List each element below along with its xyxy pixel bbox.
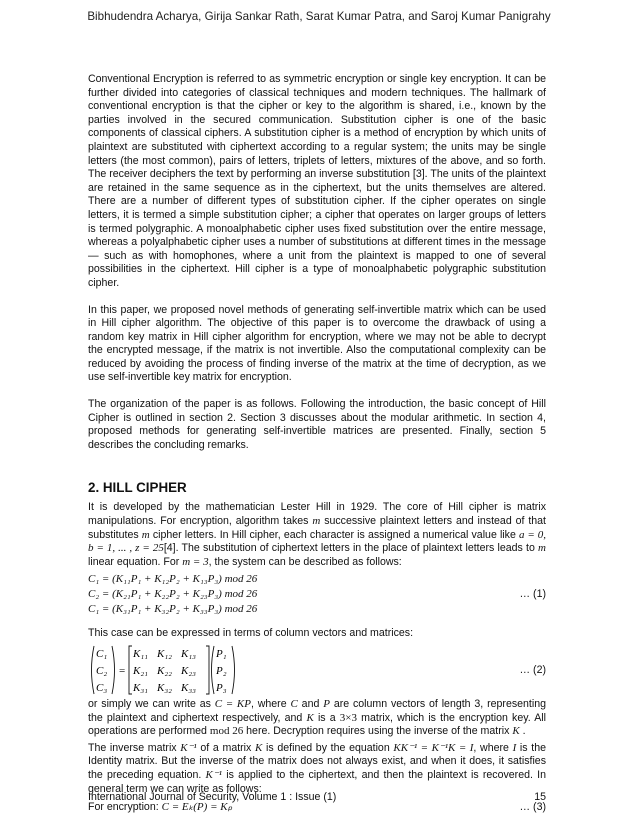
paragraph-proposal: In this paper, we proposed novel methods of generating self-invertible matrix which can be used in Hill cipher algorithm. The objective of this paper is to overcome the drawback of using a random key matrix in Hill cipher algorithm for encryption, where we may not be able to decrypt the encrypted message, if the matrix is not invertible. Also the computational complexity can be reduced by avoiding the process of finding inverse of the matrix at the time of decryption, as we use self-invertible key matrix for encryption.	[88, 303, 546, 384]
section-heading: 2. HILL CIPHER	[88, 480, 187, 496]
paragraph-inverse: The inverse matrix K⁻¹ of a matrix K is defined by the equation KK⁻¹ = K⁻¹K = I, where I is the Identity matrix. But the inverse of the matrix does not always exist, and when it does, it satisfies the preceding equation. K⁻¹ is applied to the ciphertext, and then the plaintext is recovered. In general term we can write as follows:	[88, 741, 546, 795]
k-31: K₃₁	[133, 682, 148, 694]
bracket-right-k	[206, 646, 209, 694]
paragraph-intro: Conventional Encryption is referred to as symmetric encryption or single key encryption. It can be further divided into categories of classical techniques and modern techniques. The hallmark of conventional encryption is that the cipher or key to the algorithm is shared, i.e., known by the parties involved in the secured communication. Substitution cipher is one of the basic components of classical ciphers. A substitution cipher is a method of encryption by which units of plaintext are substituted with ciphertext according to a regular system; the units may be single letters (the most common), pairs of letters, triplets of letters, mixtures of the above, and so forth. The receiver deciphers the text by performing an inverse substitution [3]. The units of the plaintext are retained in the same sequence as in the ciphertext, but the units themselves are altered. There are a number of different types of substitution cipher. If the cipher operates on single letters, it is termed a simple substitution cipher; a cipher that operates on larger groups of letters is termed polygraphic. A monoalphabetic cipher uses fixed substitution over the entire message, whereas a polyalphabetic cipher uses a number of substitutions at different times in the message— such as with homophones, where a unit from the plaintext is mapped to one of several possibilities in the ciphertext. Hill cipher is a type of monoalphabetic polygraphic substitution cipher.	[88, 73, 546, 289]
k-13: K₁₃	[181, 648, 196, 660]
paragraph-matrix-explanation: or simply we can write as C = KP, where C and P are column vectors of length 3, representing the plaintext and ciphertext respectively, and K is a 3×3 matrix, which is the encryption key. All operations are performed mod 26 here. Decryption requires using the inverse of the matrix K .	[88, 698, 547, 738]
p-vector-3: P₃	[216, 682, 227, 694]
k-11: K₁₁	[133, 648, 148, 660]
equation-2: C₂ = (K₂₁P₁ + K₂₂P₂ + K₂₃P₃) mod 26 … (1)	[88, 588, 546, 601]
c-vector-2: C₂	[96, 665, 108, 677]
equation-3: C₁ = (K₃₁P₁ + K₃₂P₂ + K₃₃P₃) mod 26	[88, 603, 258, 616]
paragraph-organization: The organization of the paper is as follows. Following the introduction, the basic concept of Hill Cipher is outlined in section 2. Section 3 discusses about the modular arithmetic. In section 4, proposed methods for generating self-invertible matrices are presented. Finally, section 5 describes the concluding remarks.	[88, 398, 546, 451]
equation-system	[88, 572, 546, 617]
matrix-svg	[88, 644, 238, 696]
k-12: K₁₂	[157, 648, 172, 660]
bracket-left-k	[129, 646, 132, 694]
paren-right-p	[232, 646, 235, 694]
equation-number-3: … (3)	[519, 801, 546, 814]
k-22: K₂₂	[157, 665, 172, 677]
k-23: K₂₃	[181, 665, 196, 677]
running-header: Bibhudendra Acharya, Girija Sankar Rath, Sarat Kumar Patra, and Saroj Kumar Panigrahy	[87, 10, 551, 23]
paren-left-p	[212, 646, 215, 694]
paren-left-c	[92, 646, 95, 694]
matrix-equation	[88, 644, 546, 696]
paren-right-c	[112, 646, 115, 694]
body-content	[88, 73, 546, 814]
equation-number-1: … (1)	[519, 588, 546, 601]
k-32: K₃₂	[157, 682, 172, 694]
equation-number-2: … (2)	[519, 664, 546, 676]
paragraph-hill-cipher: It is developed by the mathematician Lester Hill in 1929. The core of Hill cipher is matrix manipulations. For encryption, algorithm takes m successive plaintext letters and instead of that substitutes m cipher letters. In Hill cipher, each character is assigned a numerical value like a = 0, b = 1, ... , z = 25[4]. The substitution of ciphertext letters in the place of plaintext letters leads to m linear equation. For m = 3, the system can be described as follows:	[88, 501, 546, 568]
footer	[88, 791, 546, 803]
equation-1: C₁ = (K₁₁P₁ + K₁₂P₂ + K₁₃P₃) mod 26	[88, 573, 258, 586]
k-21: K₂₁	[133, 665, 148, 677]
page-number: 15	[534, 791, 546, 803]
c-vector-3: C₃	[96, 682, 108, 694]
journal-name: International Journal of Security, Volume 1 : Issue (1)	[88, 791, 337, 803]
equals-sign: =	[119, 665, 126, 677]
c-vector-1: C₁	[96, 648, 108, 660]
k-33: K₃₃	[181, 682, 196, 694]
encryption-equation: For encryption: C = Eₖ(P) = Kₚ … (3)	[88, 801, 546, 814]
p-vector-2: P₂	[216, 665, 227, 677]
p-vector-1: P₁	[216, 648, 227, 660]
paragraph-matrix-intro: This case can be expressed in terms of column vectors and matrices:	[88, 627, 414, 640]
